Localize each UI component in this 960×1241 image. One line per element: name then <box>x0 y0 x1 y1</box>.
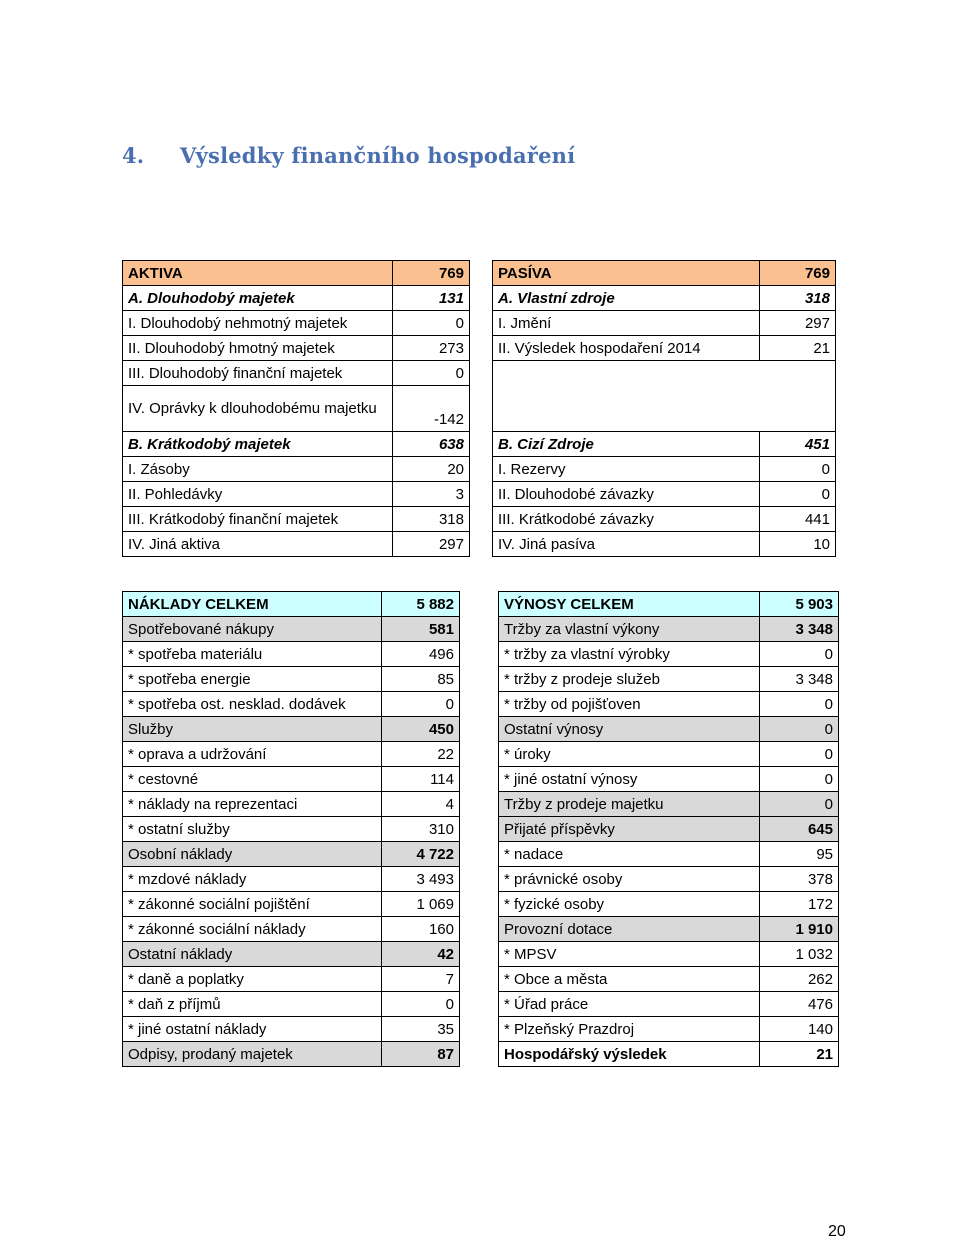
table-row <box>123 692 839 717</box>
cell-value: 262 <box>760 967 839 992</box>
cell-label: I. Zásoby <box>123 457 393 482</box>
cell-label: * mzdové náklady <box>123 867 382 892</box>
cell-value: 769 <box>760 261 836 286</box>
cell-label: * Plzeňský Prazdroj <box>499 1017 760 1042</box>
cell-label: A. Dlouhodobý majetek <box>123 286 393 311</box>
cell-value: 3 <box>393 482 470 507</box>
cell-label: I. Jmění <box>493 311 760 336</box>
section-number: 4. <box>122 143 145 168</box>
cell-value: 318 <box>393 507 470 532</box>
table-row <box>123 311 836 336</box>
cell-value: 21 <box>760 1042 839 1067</box>
cell-value: 476 <box>760 992 839 1017</box>
cell-label: * právnické osoby <box>499 867 760 892</box>
cell-value: 21 <box>760 336 836 361</box>
table-row <box>123 1017 839 1042</box>
cell-value: 451 <box>760 432 836 457</box>
cell-value: 310 <box>382 817 460 842</box>
cell-label: III. Krátkodobý finanční majetek <box>123 507 393 532</box>
section-heading <box>122 143 575 168</box>
table-row <box>123 432 836 457</box>
cell-label: * oprava a udržování <box>123 742 382 767</box>
cell-value: 645 <box>760 817 839 842</box>
cell-label: * zákonné sociální náklady <box>123 917 382 942</box>
cell-label: II. Výsledek hospodaření 2014 <box>493 336 760 361</box>
cell-label: NÁKLADY CELKEM <box>123 592 382 617</box>
cell-label: * Obce a města <box>499 967 760 992</box>
cell-value: 1 032 <box>760 942 839 967</box>
cell-value: 131 <box>393 286 470 311</box>
cell-value: 42 <box>382 942 460 967</box>
table-row <box>123 742 839 767</box>
cell-label: * nadace <box>499 842 760 867</box>
cell-value: 4 722 <box>382 842 460 867</box>
cell-label: * tržby za vlastní výrobky <box>499 642 760 667</box>
cell-value: 160 <box>382 917 460 942</box>
table-row <box>123 767 839 792</box>
cell-label: * fyzické osoby <box>499 892 760 917</box>
table-row <box>123 867 839 892</box>
cell-label: Spotřebované nákupy <box>123 617 382 642</box>
cell-label: I. Rezervy <box>493 457 760 482</box>
cell-label: Ostatní náklady <box>123 942 382 967</box>
income-statement-table <box>122 591 839 1067</box>
cell-value: 85 <box>382 667 460 692</box>
page-number: 20 <box>828 1223 846 1240</box>
cell-value: 5 882 <box>382 592 460 617</box>
cell-value: 172 <box>760 892 839 917</box>
table-row <box>123 1042 839 1067</box>
cell-value: 0 <box>393 361 470 386</box>
cell-label: B. Cizí Zdroje <box>493 432 760 457</box>
table-row <box>123 967 839 992</box>
cell-label: * daně a poplatky <box>123 967 382 992</box>
cell-label: Osobní náklady <box>123 842 382 867</box>
cell-label: * úroky <box>499 742 760 767</box>
cell-value: 0 <box>382 692 460 717</box>
cell-value: 0 <box>760 767 839 792</box>
cell-value: 1 069 <box>382 892 460 917</box>
cell-label: III. Krátkodobé závazky <box>493 507 760 532</box>
cell-label: Provozní dotace <box>499 917 760 942</box>
cell-value: 0 <box>760 717 839 742</box>
cell-value: 441 <box>760 507 836 532</box>
cell-label: * daň z příjmů <box>123 992 382 1017</box>
table-row <box>123 507 836 532</box>
cell-value: 0 <box>760 457 836 482</box>
cell-value: 496 <box>382 642 460 667</box>
table-row <box>123 286 836 311</box>
table-row <box>123 792 839 817</box>
cell-value: 5 903 <box>760 592 839 617</box>
cell-value: 35 <box>382 1017 460 1042</box>
cell-value: 581 <box>382 617 460 642</box>
cell-label: Přijaté příspěvky <box>499 817 760 842</box>
cell-label: * spotřeba energie <box>123 667 382 692</box>
section-title: Výsledky finančního hospodaření <box>180 143 576 168</box>
cell-value: 0 <box>760 482 836 507</box>
cell-label: IV. Oprávky k dlouhodobému majetku <box>123 386 393 432</box>
cell-label: AKTIVA <box>123 261 393 286</box>
table-row <box>123 532 836 557</box>
cell-label: VÝNOSY CELKEM <box>499 592 760 617</box>
table-row <box>123 592 839 617</box>
cell-value: 297 <box>760 311 836 336</box>
cell-label: * ostatní služby <box>123 817 382 842</box>
cell-value: 273 <box>393 336 470 361</box>
table-row <box>123 942 839 967</box>
empty-cell <box>493 361 836 432</box>
cell-label: II. Pohledávky <box>123 482 393 507</box>
table-row <box>123 917 839 942</box>
cell-value: 140 <box>760 1017 839 1042</box>
cell-value: 318 <box>760 286 836 311</box>
cell-label: Ostatní výnosy <box>499 717 760 742</box>
cell-value: 0 <box>760 792 839 817</box>
table-row <box>123 457 836 482</box>
table-row <box>123 842 839 867</box>
cell-value: 297 <box>393 532 470 557</box>
table-row <box>123 717 839 742</box>
cell-label: A. Vlastní zdroje <box>493 286 760 311</box>
cell-value: 0 <box>760 742 839 767</box>
balance-sheet-table <box>122 260 836 557</box>
cell-value: -142 <box>393 386 470 432</box>
table-row <box>123 642 839 667</box>
cell-label: B. Krátkodobý majetek <box>123 432 393 457</box>
cell-value: 3 348 <box>760 617 839 642</box>
cell-value: 378 <box>760 867 839 892</box>
cell-label: IV. Jiná aktiva <box>123 532 393 557</box>
cell-value: 20 <box>393 457 470 482</box>
cell-value: 450 <box>382 717 460 742</box>
cell-value: 7 <box>382 967 460 992</box>
cell-label: Hospodářský výsledek <box>499 1042 760 1067</box>
table-row <box>123 617 839 642</box>
table-row <box>123 261 836 286</box>
cell-value: 10 <box>760 532 836 557</box>
table-row <box>123 482 836 507</box>
cell-value: 87 <box>382 1042 460 1067</box>
cell-label: * tržby z prodeje služeb <box>499 667 760 692</box>
cell-label: PASÍVA <box>493 261 760 286</box>
table-row <box>123 992 839 1017</box>
cell-label: IV. Jiná pasíva <box>493 532 760 557</box>
cell-label: * cestovné <box>123 767 382 792</box>
cell-value: 0 <box>393 311 470 336</box>
cell-value: 3 348 <box>760 667 839 692</box>
cell-label: Služby <box>123 717 382 742</box>
cell-label: * tržby od pojišťoven <box>499 692 760 717</box>
cell-value: 3 493 <box>382 867 460 892</box>
cell-label: Tržby za vlastní výkony <box>499 617 760 642</box>
cell-label: Odpisy, prodaný majetek <box>123 1042 382 1067</box>
cell-value: 0 <box>760 692 839 717</box>
cell-label: * MPSV <box>499 942 760 967</box>
table-row <box>123 817 839 842</box>
table-row <box>123 361 836 386</box>
cell-value: 0 <box>760 642 839 667</box>
cell-value: 1 910 <box>760 917 839 942</box>
cell-label: * jiné ostatní náklady <box>123 1017 382 1042</box>
cell-label: I. Dlouhodobý nehmotný majetek <box>123 311 393 336</box>
cell-label: * zákonné sociální pojištění <box>123 892 382 917</box>
cell-label: II. Dlouhodobý hmotný majetek <box>123 336 393 361</box>
table-row <box>123 892 839 917</box>
cell-value: 638 <box>393 432 470 457</box>
cell-value: 114 <box>382 767 460 792</box>
cell-value: 95 <box>760 842 839 867</box>
cell-value: 0 <box>382 992 460 1017</box>
table-row <box>123 336 836 361</box>
cell-label: III. Dlouhodobý finanční majetek <box>123 361 393 386</box>
table-row <box>123 667 839 692</box>
cell-label: * jiné ostatní výnosy <box>499 767 760 792</box>
cell-label: * spotřeba materiálu <box>123 642 382 667</box>
cell-label: Tržby z prodeje majetku <box>499 792 760 817</box>
cell-value: 22 <box>382 742 460 767</box>
cell-label: * Úřad práce <box>499 992 760 1017</box>
cell-label: II. Dlouhodobé závazky <box>493 482 760 507</box>
cell-value: 4 <box>382 792 460 817</box>
cell-label: * náklady na reprezentaci <box>123 792 382 817</box>
cell-value: 769 <box>393 261 470 286</box>
cell-label: * spotřeba ost. nesklad. dodávek <box>123 692 382 717</box>
